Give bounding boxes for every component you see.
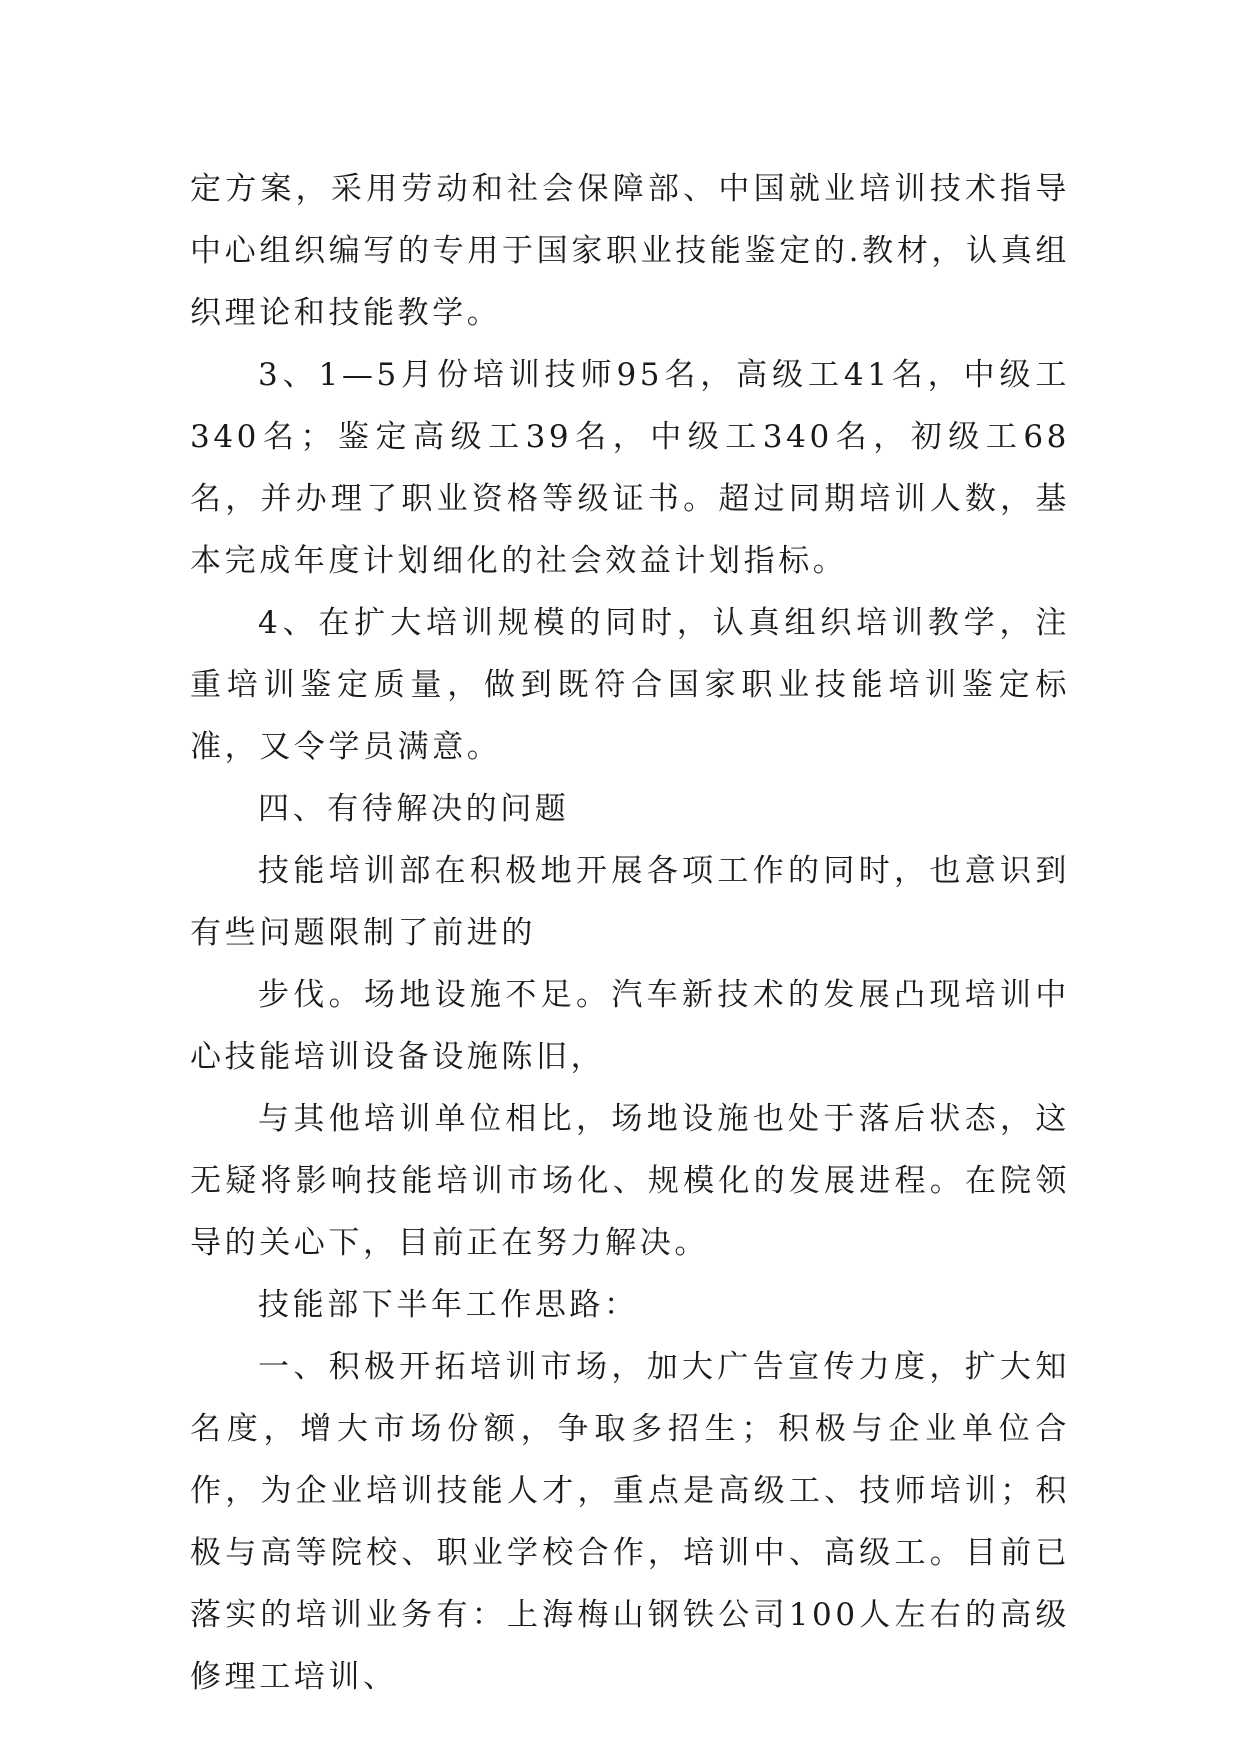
paragraph-3: 4、在扩大培训规模的同时，认真组织培训教学，注重培训鉴定质量，做到既符合国家职业技能培训鉴定标准，又令学员满意。 bbox=[190, 605, 1070, 765]
section-heading-four: 四、有待解决的问题 bbox=[258, 791, 570, 827]
paragraph-7: 一、积极开拓培训市场，加大广告宣传力度，扩大知名度，增大市场份额，争取多招生；积极与企业单位合作，为企业培训技能人才，重点是高级工、技师培训；积极与高等院校、职业学校合作，培训中、高级工。目前已落实的培训业务有：上海梅山钢铁公司100人左右的高级修理工培训、 bbox=[190, 1349, 1070, 1695]
section-heading-plan: 技能部下半年工作思路： bbox=[258, 1287, 639, 1323]
paragraph-5: 步伐。场地设施不足。汽车新技术的发展凸现培训中心技能培训设备设施陈旧， bbox=[190, 977, 1070, 1075]
paragraph-6: 与其他培训单位相比，场地设施也处于落后状态，这无疑将影响技能培训市场化、规模化的发展进程。在院领导的关心下，目前正在努力解决。 bbox=[190, 1101, 1070, 1261]
paragraph-4: 技能培训部在积极地开展各项工作的同时，也意识到有些问题限制了前进的 bbox=[190, 853, 1070, 951]
paragraph-2: 3、1—5月份培训技师95名，高级工41名，中级工340名；鉴定高级工39名，中级工340名，初级工68名，并办理了职业资格等级证书。超过同期培训人数，基本完成年度计划细化的社会效益计划指标。 bbox=[190, 357, 1070, 579]
paragraph-1: 定方案，采用劳动和社会保障部、中国就业培训技术指导中心组织编写的专用于国家职业技能鉴定的.教材，认真组织理论和技能教学。 bbox=[190, 171, 1070, 331]
document-body bbox=[190, 158, 1070, 1708]
